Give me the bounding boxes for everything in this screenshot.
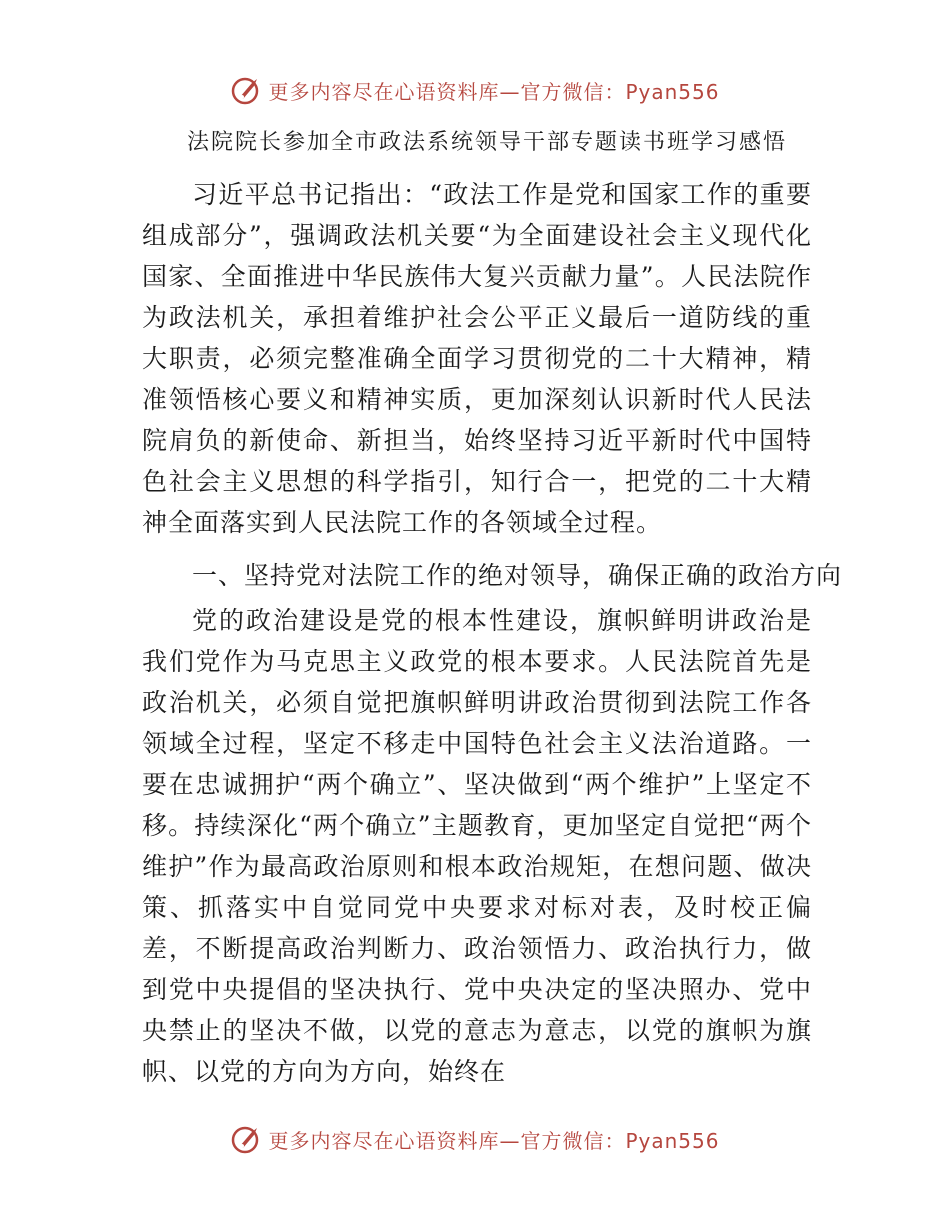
- document-page: [142, 120, 843, 1092]
- body-paragraph: 党的政治建设是党的根本性建设，旗帜鲜明讲政治是我们党作为马克思主义政党的根本要求。人民法院首先是政治机关，必须自觉把旗帜鲜明讲政治贯彻到法院工作各领域全过程，坚定不移走中国特色社会主义法治道路。一要在忠诚拥护“两个确立”、坚决做到“两个维护”上坚定不移。持续深化“两个确立”主题教育，更加坚定自觉把“两个维护”作为最高政治原则和根本政治规矩，在想问题、做决策、抓落实中自觉同党中央要求对标对表，及时校正偏差，不断提高政治判断力、政治领悟力、政治执行力，做到党中央提倡的坚决执行、党中央决定的坚决照办、党中央禁止的坚决不做，以党的意志为意志，以党的旗帜为旗帜、以党的方向为方向，始终在: [142, 606, 812, 1086]
- pen-nib-logo-icon: [230, 73, 264, 107]
- watermark-banner-top: [0, 70, 950, 110]
- pen-nib-logo-icon: [230, 1122, 264, 1156]
- watermark-banner-bottom: [0, 1119, 950, 1159]
- document-title: 法院院长参加全市政法系统领导干部专题读书班学习感悟: [186, 130, 787, 155]
- watermark-text: 更多内容尽在心语资料库—官方微信：Pyan556: [268, 79, 720, 104]
- watermark-text: 更多内容尽在心语资料库—官方微信：Pyan556: [268, 1128, 720, 1153]
- intro-paragraph: 习近平总书记指出：“政法工作是党和国家工作的重要组成部分”，强调政法机关要“为全面建设社会主义现代化国家、全面推进中华民族伟大复兴贡献力量”。人民法院作为政法机关，承担着维护社会公平正义最后一道防线的重大职责，必须完整准确全面学习贯彻党的二十大精神，精准领悟核心要义和精神实质，更加深刻认识新时代人民法院肩负的新使命、新担当，始终坚持习近平新时代中国特色社会主义思想的科学指引，知行合一，把党的二十大精神全面落实到人民法院工作的各领域全过程。: [142, 180, 812, 537]
- section-heading-1: 一、坚持党对法院工作的绝对领导，确保正确的政治方向: [192, 561, 843, 590]
